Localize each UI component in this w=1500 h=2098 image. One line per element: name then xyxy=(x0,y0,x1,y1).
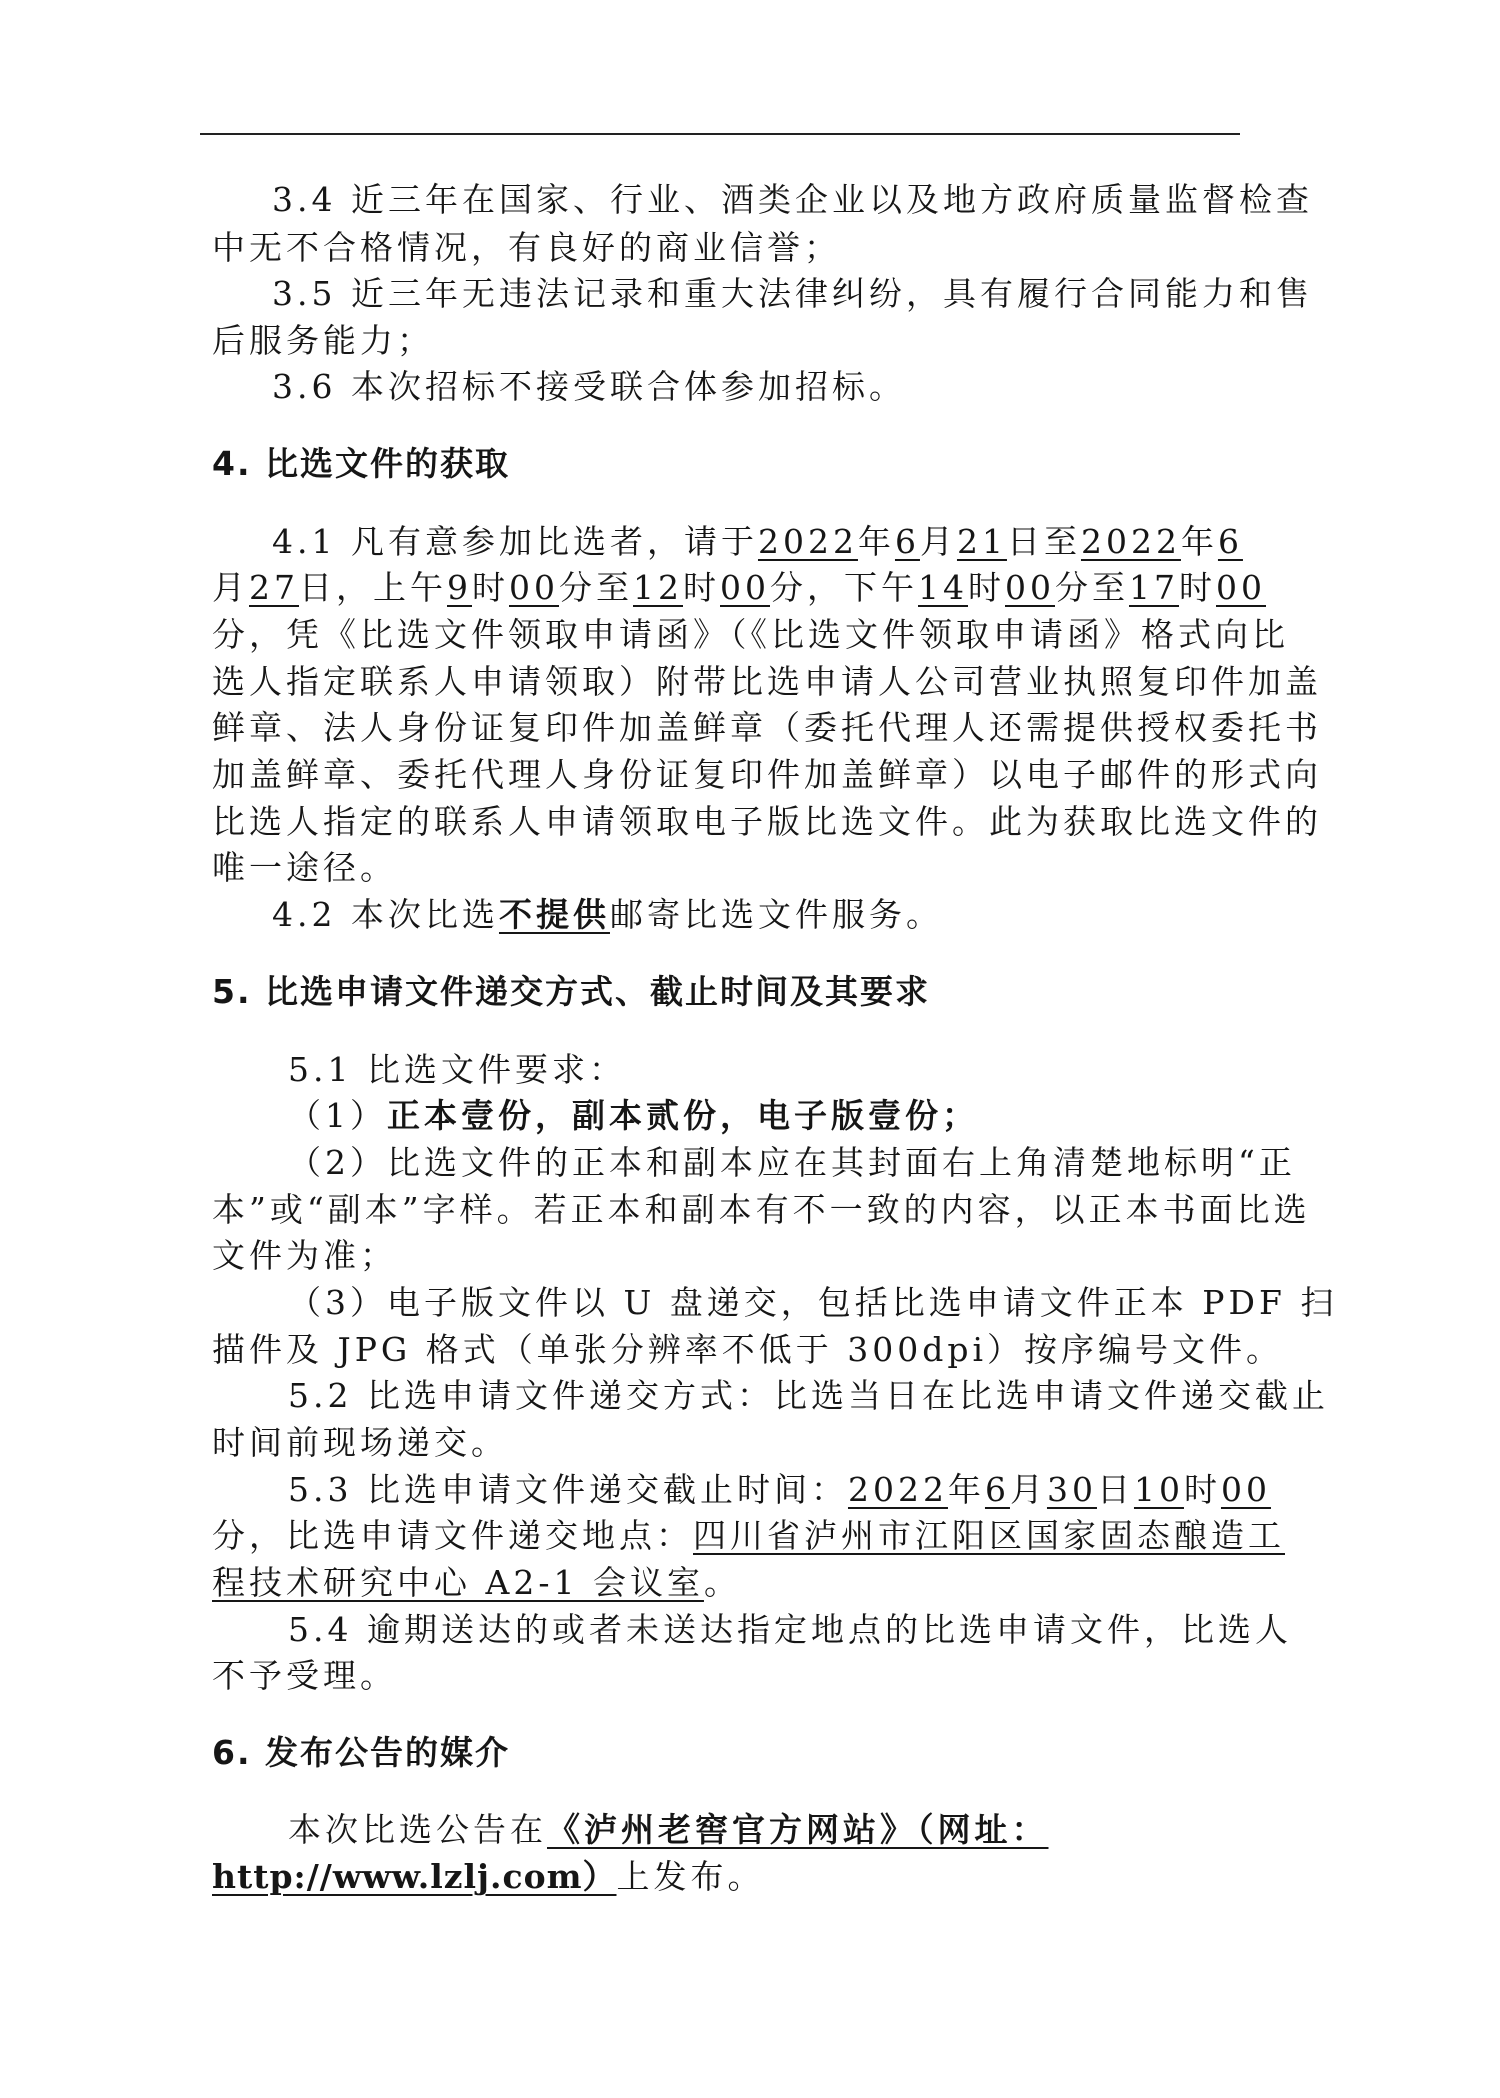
website-name: 《泸州老窖官方网站》（网址： xyxy=(547,1810,1049,1849)
item-2-line1: （2）比选文件的正本和副本应在其封面右上角清楚地标明“正 xyxy=(288,1143,1296,1182)
para-3-4-line1: 3.4 近三年在国家、行业、酒类企业以及地方政府质量监督检查 xyxy=(272,180,1313,219)
para-4-1-line6: 加盖鲜章、委托代理人身份证复印件加盖鲜章）以电子邮件的形式向 xyxy=(212,755,1322,794)
para-5-3-line3: 程技术研究中心 A2-1 会议室。 xyxy=(212,1563,741,1602)
item-1: （1）正本壹份，副本贰份，电子版壹份； xyxy=(288,1096,979,1135)
para-4-1-line3: 分，凭《比选文件领取申请函》（《比选文件领取申请函》格式向比 xyxy=(212,615,1289,654)
para-4-1-line5: 鲜章、法人身份证复印件加盖鲜章（委托代理人还需提供授权委托书 xyxy=(212,708,1322,747)
end-year: 2022 xyxy=(1080,522,1181,561)
start-month: 6 xyxy=(894,522,920,561)
para-5-4-line1: 5.4 逾期送达的或者未送达指定地点的比选申请文件，比选人 xyxy=(288,1610,1292,1649)
item-3-line2: 描件及 JPG 格式（单张分辨率不低于 300dpi）按序编号文件。 xyxy=(212,1330,1284,1369)
item-2-line3: 文件为准； xyxy=(212,1236,397,1275)
end-month: 6 xyxy=(1217,522,1243,561)
para-6-line1: 本次比选公告在《泸州老窖官方网站》（网址： xyxy=(288,1810,1049,1849)
para-4-1-line1: 4.1 凡有意参加比选者，请于2022年6月21日至2022年6 xyxy=(272,522,1243,561)
para-5-3-line1: 5.3 比选申请文件递交截止时间：2022年6月30日10时00 xyxy=(288,1470,1271,1509)
end-day: 27 xyxy=(249,568,299,607)
item-2-line2: 本”或“副本”字样。若正本和副本有不一致的内容，以正本书面比选 xyxy=(212,1190,1311,1229)
section-6-heading: 6. 发布公告的媒介 xyxy=(212,1733,510,1772)
section-5-heading: 5. 比选申请文件递交方式、截止时间及其要求 xyxy=(212,972,930,1011)
para-4-1-line8: 唯一途径。 xyxy=(212,848,397,887)
para-3-5-line1: 3.5 近三年无违法记录和重大法律纠纷，具有履行合同能力和售 xyxy=(272,274,1313,313)
para-3-6: 3.6 本次招标不接受联合体参加招标。 xyxy=(272,367,906,406)
venue-part1: 四川省泸州市江阳区国家固态酿造工 xyxy=(693,1516,1285,1555)
para-6-line2: http://www.lzlj.com）上发布。 xyxy=(212,1857,765,1896)
para-4-1-line4: 选人指定联系人申请领取）附带比选申请人公司营业执照复印件加盖 xyxy=(212,662,1322,701)
para-5-2-line1: 5.2 比选申请文件递交方式：比选当日在比选申请文件递交截止 xyxy=(288,1376,1329,1415)
start-day: 21 xyxy=(956,522,1007,561)
section-4-heading: 4. 比选文件的获取 xyxy=(212,444,510,483)
para-4-1-line2: 月27日，上午9时00分至12时00分，下午14时00分至17时00 xyxy=(212,568,1266,607)
venue-part2: 程技术研究中心 A2-1 会议室 xyxy=(212,1563,704,1602)
website-url: http://www.lzlj.com） xyxy=(212,1857,617,1896)
header-rule xyxy=(200,133,1240,135)
not-provided-emphasis: 不提供 xyxy=(498,895,610,934)
start-year: 2022 xyxy=(757,522,858,561)
para-5-2-line2: 时间前现场递交。 xyxy=(212,1423,508,1462)
para-5-4-line2: 不予受理。 xyxy=(212,1656,397,1695)
para-4-1-line7: 比选人指定的联系人申请领取电子版比选文件。此为获取比选文件的 xyxy=(212,802,1322,841)
para-3-5-line2: 后服务能力； xyxy=(212,321,434,360)
para-5-3-line2: 分，比选申请文件递交地点：四川省泸州市江阳区国家固态酿造工 xyxy=(212,1516,1285,1555)
para-3-4-line2: 中无不合格情况，有良好的商业信誉； xyxy=(212,228,841,267)
item-3-line1: （3）电子版文件以 U 盘递交，包括比选申请文件正本 PDF 扫 xyxy=(288,1283,1338,1322)
para-4-2: 4.2 本次比选不提供邮寄比选文件服务。 xyxy=(272,895,943,934)
para-5-1: 5.1 比选文件要求： xyxy=(288,1050,626,1089)
